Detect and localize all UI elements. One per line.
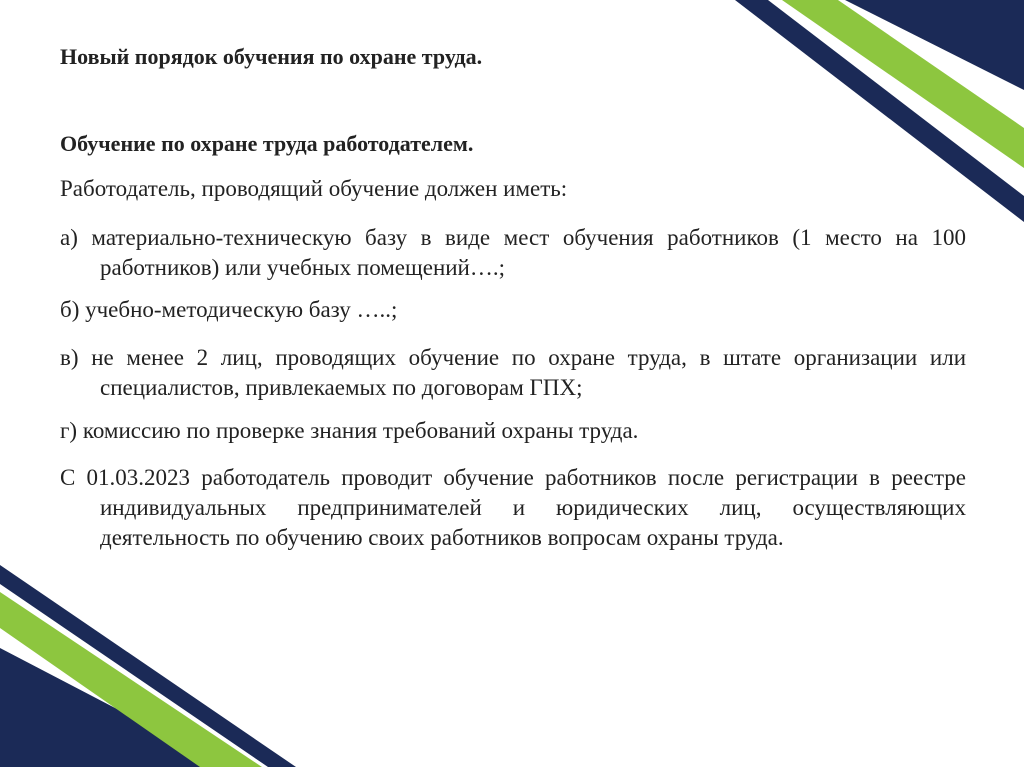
list-item-g: г) комиссию по проверке знания требований охраны труда.: [60, 418, 639, 443]
slide-title: Новый порядок обучения по охране труда.: [60, 44, 483, 69]
intro-text: Работодатель, проводящий обучение должен иметь:: [60, 176, 568, 201]
section-subtitle: Обучение по охране труда работодателем.: [60, 131, 474, 156]
list-item-b: б) учебно-методическую базу …..;: [60, 297, 398, 322]
list-item-a: а) материально-техническую базу в виде мест обучения работников (1 место на 100 работников) или учебных помещений….;: [60, 225, 966, 280]
list-item-v: в) не менее 2 лиц, проводящих обучение по охране труда, в штате организации или специалистов, привлекаемых по договорам ГПХ;: [60, 345, 966, 400]
effective-date-paragraph: С 01.03.2023 работодатель проводит обучение работников после регистрации в реестре индивидуальных предпринимателей и юридических лиц, осуществляющих деятельность по обучению своих работников вопросам охраны труда.: [60, 465, 966, 550]
